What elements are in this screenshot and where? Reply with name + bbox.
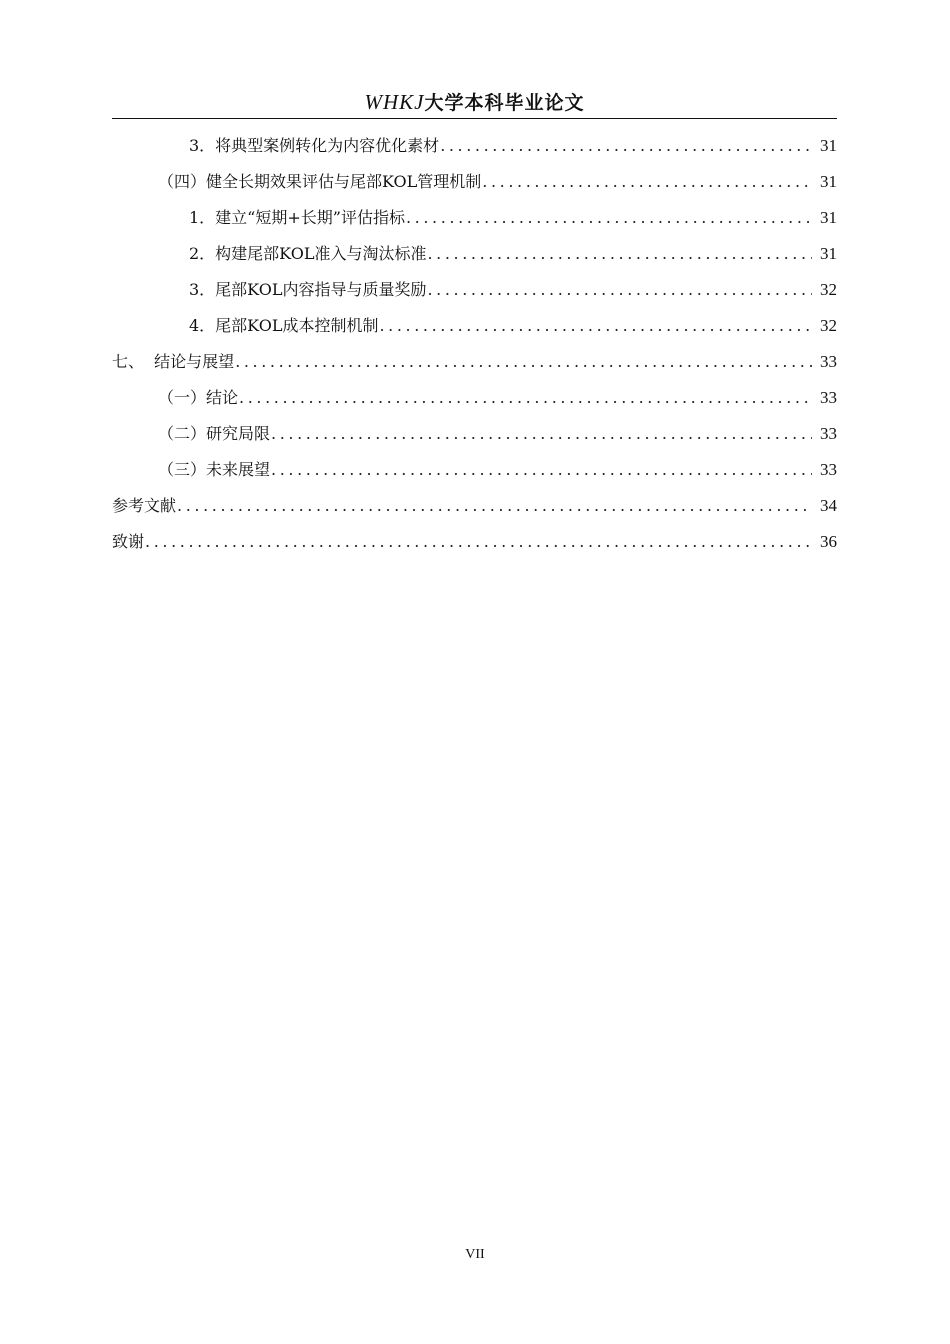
toc-entry[interactable]	[112, 382, 837, 418]
toc-entry[interactable]	[112, 274, 837, 310]
toc-entry-label: 3．将典型案例转化为内容优化素材	[189, 136, 440, 155]
toc-entry-label: （四）健全长期效果评估与尾部KOL管理机制	[158, 172, 482, 191]
toc-entry[interactable]	[112, 310, 837, 346]
toc-entry-page: 33	[820, 352, 837, 371]
toc-entry[interactable]	[112, 418, 837, 454]
table-of-contents	[112, 130, 837, 562]
toc-entry-label: 2．构建尾部KOL准入与淘汰标准	[189, 244, 427, 263]
dot-leader	[239, 382, 812, 413]
dot-leader	[440, 130, 812, 161]
toc-entry-page: 31	[820, 136, 837, 155]
toc-entry-page: 34	[820, 496, 837, 515]
toc-entry-label: （二）研究局限	[158, 424, 271, 443]
dot-leader	[427, 238, 812, 269]
toc-entry[interactable]	[112, 238, 837, 274]
page-number: VII	[465, 1247, 485, 1262]
toc-entry[interactable]	[112, 130, 837, 166]
toc-entry[interactable]	[112, 202, 837, 238]
toc-entry-label: 3．尾部KOL内容指导与质量奖励	[189, 280, 427, 299]
dot-leader	[427, 274, 812, 305]
dot-leader	[271, 418, 812, 449]
toc-entry-page: 33	[820, 460, 837, 479]
toc-entry-label: （一）结论	[158, 388, 239, 407]
toc-entry-label: 4．尾部KOL成本控制机制	[189, 316, 379, 335]
toc-entry-label: 参考文献	[112, 496, 177, 515]
toc-entry-page: 31	[820, 208, 837, 227]
toc-entry[interactable]	[112, 490, 837, 526]
dot-leader	[177, 490, 812, 521]
dot-leader	[145, 526, 812, 557]
toc-entry[interactable]	[112, 526, 837, 562]
toc-entry[interactable]	[112, 346, 837, 382]
dot-leader	[406, 202, 812, 233]
header-latin: WHKJ	[364, 90, 425, 114]
toc-entry-label: （三）未来展望	[158, 460, 271, 479]
toc-entry-page: 33	[820, 424, 837, 443]
header-rule	[112, 118, 837, 119]
dot-leader	[482, 166, 812, 197]
header-title: 大学本科毕业论文	[424, 92, 585, 114]
toc-entry[interactable]	[112, 166, 837, 202]
toc-entry-label: 1．建立“短期+长期”评估指标	[189, 208, 405, 227]
toc-entry-page: 36	[820, 532, 837, 551]
dot-leader	[235, 346, 812, 377]
toc-entry-page: 31	[820, 172, 837, 191]
toc-entry[interactable]	[112, 454, 837, 490]
toc-entry-page: 33	[820, 388, 837, 407]
dot-leader	[379, 310, 812, 341]
toc-entry-page: 31	[820, 244, 837, 263]
running-header	[112, 88, 837, 116]
toc-entry-page: 32	[820, 316, 837, 335]
toc-entry-label: 致谢	[112, 532, 145, 551]
toc-entry-page: 32	[820, 280, 837, 299]
toc-entry-label: 七、 结论与展望	[112, 352, 235, 371]
dot-leader	[271, 454, 812, 485]
